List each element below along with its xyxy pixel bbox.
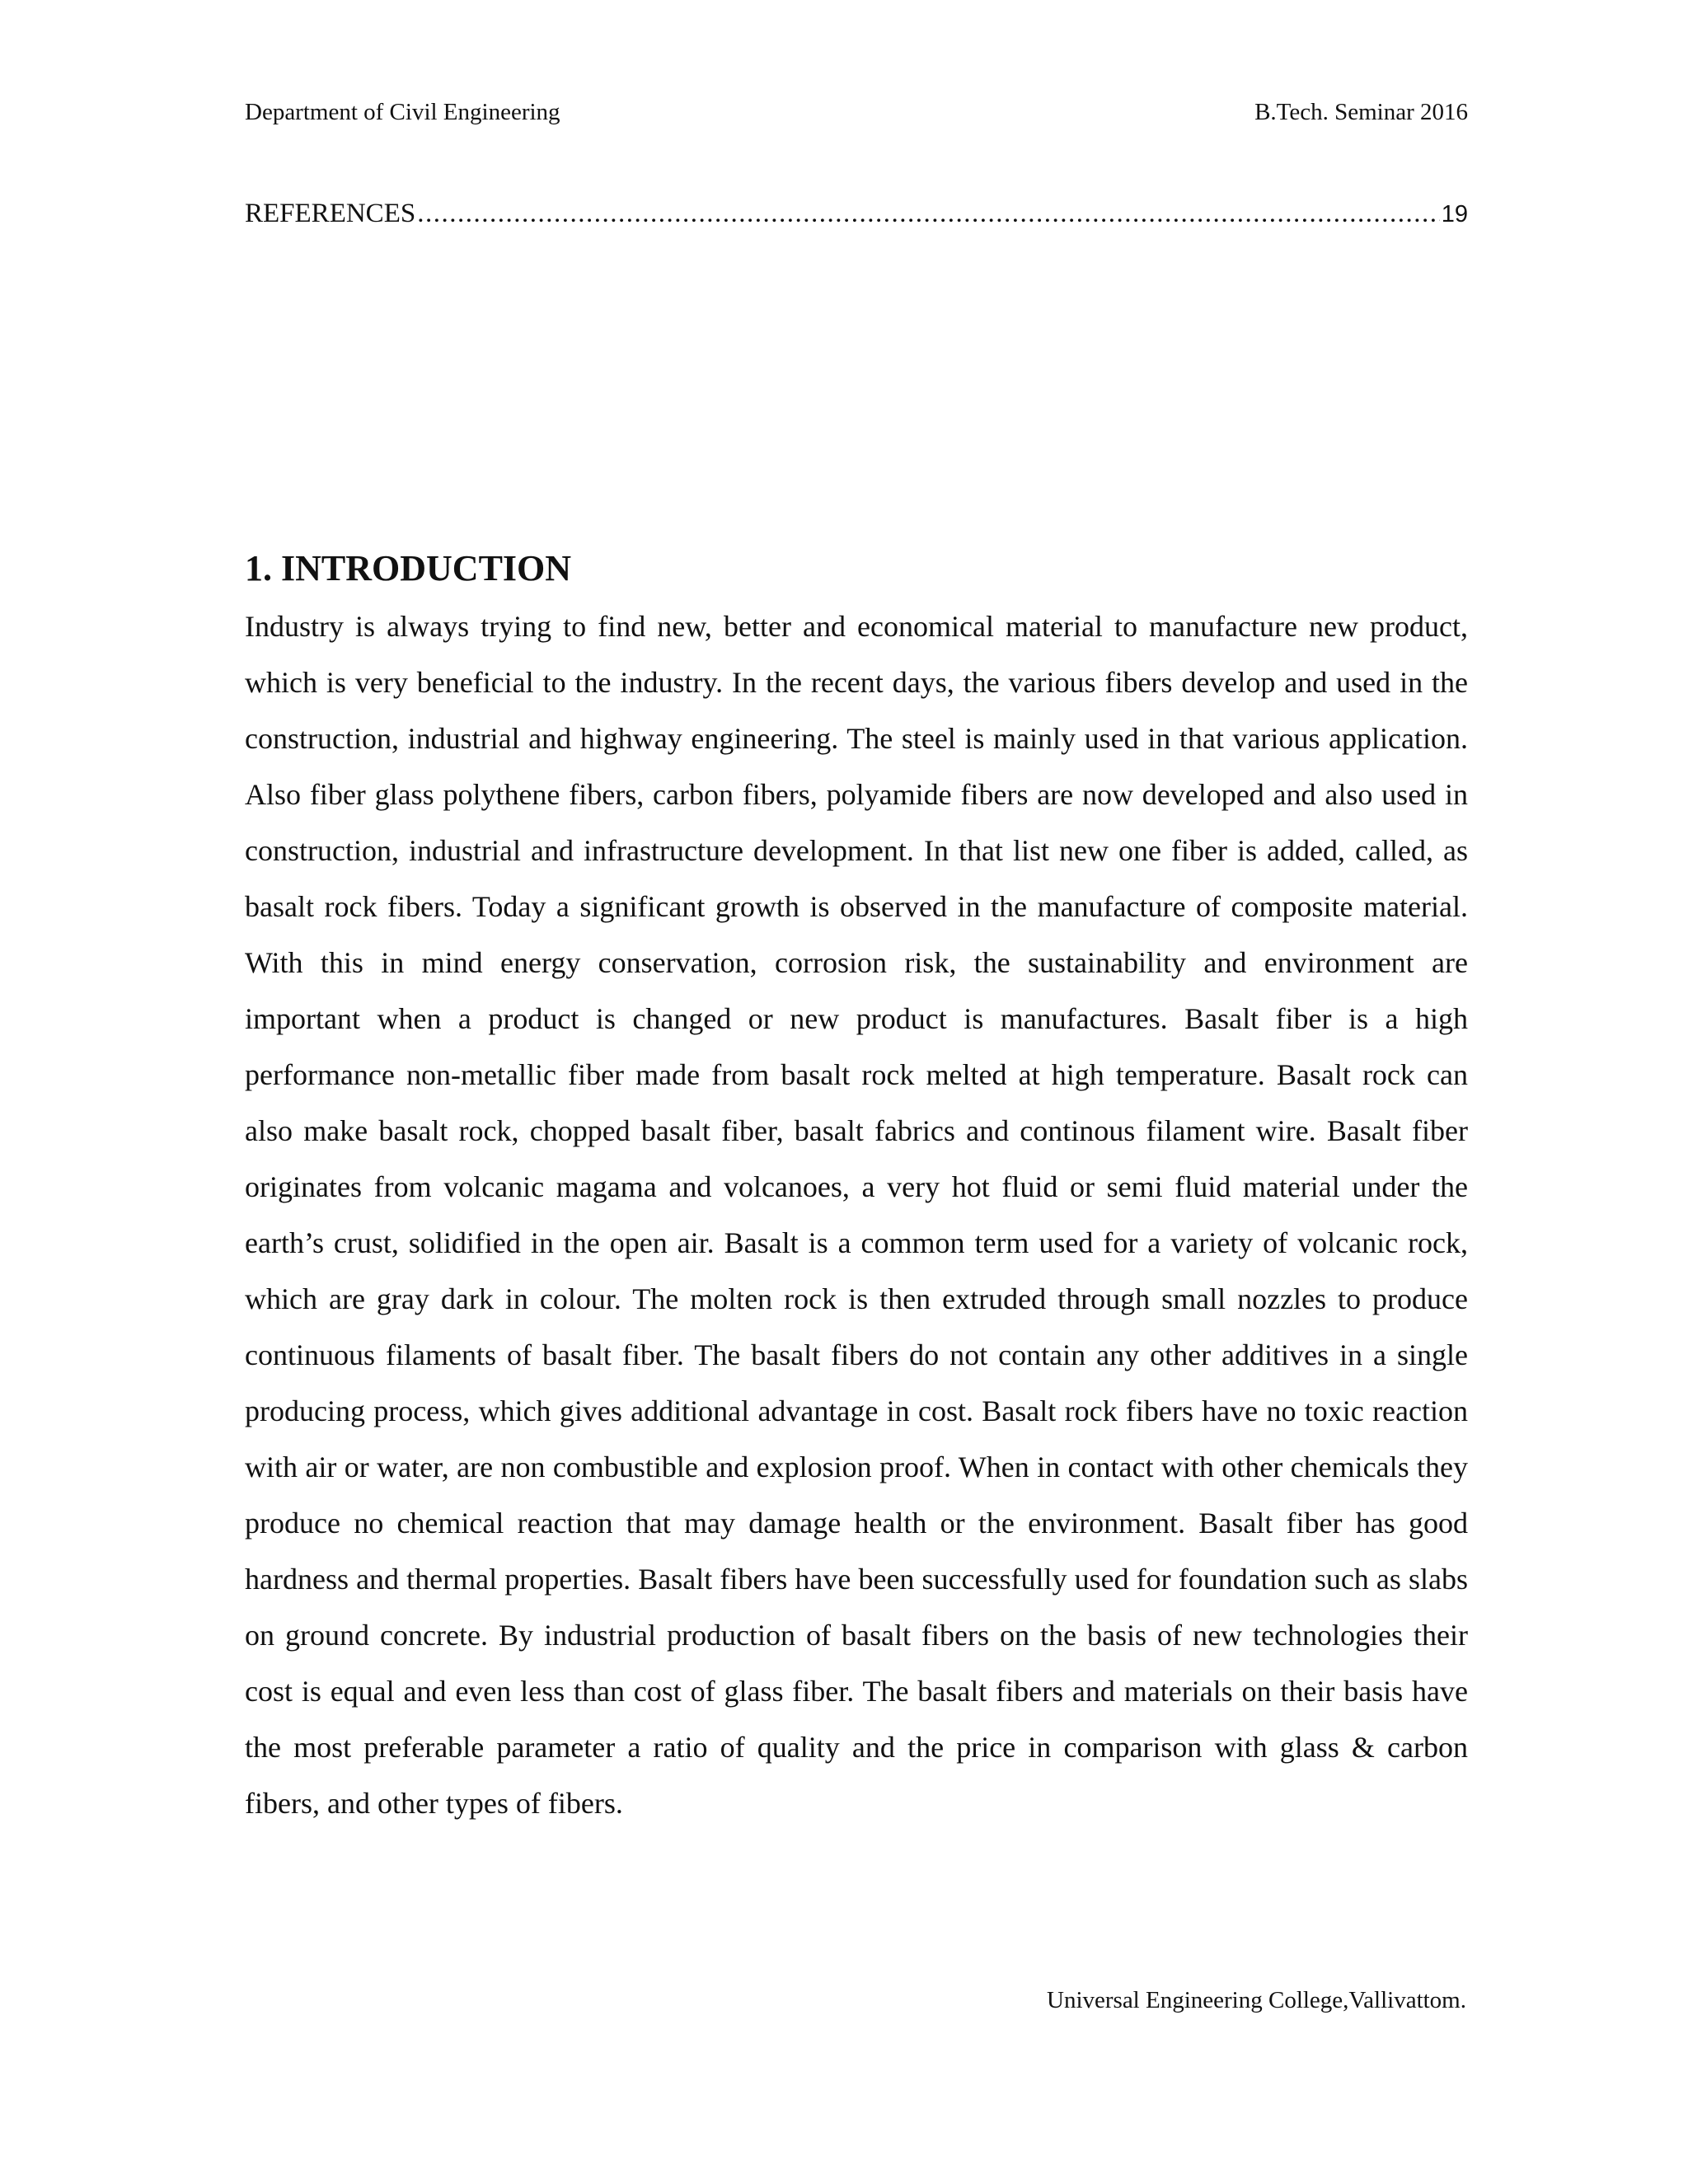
toc-entry-references <box>245 196 1468 231</box>
footer-college: Universal Engineering College,Vallivattom. <box>1047 1987 1466 2013</box>
toc-entry-label: REFERENCES <box>245 199 416 228</box>
header-seminar: B.Tech. Seminar 2016 <box>1254 99 1468 125</box>
toc-entry-page-number: 19 <box>1441 201 1468 227</box>
toc-dot-leader <box>417 196 1440 231</box>
header-department: Department of Civil Engineering <box>245 99 560 125</box>
introduction-paragraph: Industry is always trying to find new, better and economical material to manufacture new product, which is very beneficial to the industry. In the recent days, the various fibers develop and used in the construction, industrial and highway engineering. The steel is mainly used in that various application. Also fiber glass polythene fibers, carbon fibers, polyamide fibers are now developed and also used in construction, industrial and infrastructure development. In that list new one fiber is added, called, as basalt rock fibers. Today a significant growth is observed in the manufacture of composite material. With this in mind energy conservation, corrosion risk, the sustainability and environment are important when a product is changed or new product is manufactures. Basalt fiber is a high performance non-metallic fiber made from basalt rock melted at high temperature. Basalt rock can also make basalt rock, chopped basalt fiber, basalt fabrics and continous filament wire. Basalt fiber originates from volcanic magama and volcanoes, a very hot fluid or semi fluid material under the earth’s crust, solidified in the open air. Basalt is a common term used for a variety of volcanic rock, which are gray dark in colour. The molten rock is then extruded through small nozzles to produce continuous filaments of basalt fiber. The basalt fibers do not contain any other additives in a single producing process, which gives additional advantage in cost. Basalt rock fibers have no toxic reaction with air or water, are non combustible and explosion proof. When in contact with other chemicals they produce no chemical reaction that may damage health or the environment. Basalt fiber has good hardness and thermal properties. Basalt fibers have been successfully used for foundation such as slabs on ground concrete. By industrial production of basalt fibers on the basis of new technologies their cost is equal and even less than cost of glass fiber. The basalt fibers and materials on their basis have the most preferable parameter a ratio of quality and the price in comparison with glass & carbon fibers, and other types of fibers. <box>245 610 1468 1820</box>
section-heading: 1. INTRODUCTION <box>245 548 572 588</box>
